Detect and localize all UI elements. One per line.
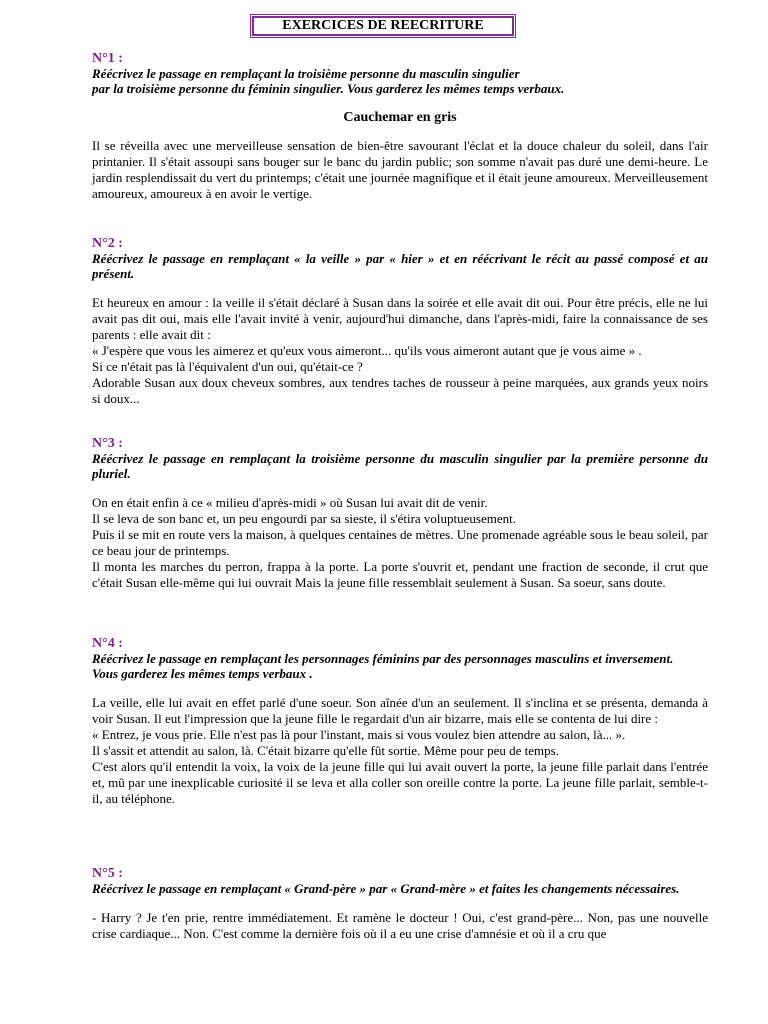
exercise-3 [92,436,708,591]
exercise-instruction: Réécrivez le passage en remplaçant « Grand-père » par « Grand-mère » et faites les changements nécessaires. [92,881,680,896]
paragraph: « J'espère que vous les aimerez et qu'eux vous aimeront... qu'ils vous aimeront autant que je vous aime » . [92,343,642,358]
passage [92,910,708,942]
paragraph: Il monta les marches du perron, frappa à la porte. La porte s'ouvrit et, pendant une fraction de seconde, il crut que c'était Susan elle-même qui lui ouvrait Mais la jeune fille ressemblait seulement à Susan. Sa soeur, sans doute. [92,559,708,590]
exercise-number: N°1 : [92,51,123,66]
paragraph: Il se réveilla avec une merveilleuse sensation de bien-être savourant l'éclat et la douce chaleur du soleil, dans l'air printanier. Il s'était assoupi sans bouger sur le banc du jardin public; son somme n'avait pas duré une demi-heure. Le jardin resplendissait du vert du printemps; c'était une journée magnifique et il était jeune amoureux. Merveilleusement amoureux, amoureux à en avoir le vertige. [92,138,708,201]
paragraph: - Harry ? Je t'en prie, rentre immédiatement. Et ramène le docteur ! Oui, c'est grand-père... Non, pas une nouvelle crise cardiaque... Non. C'est comme la dernière fois où il a eu une crise d'amnésie et où il a cru que [92,910,708,941]
exercise-instruction: Réécrivez le passage en remplaçant les personnages féminins par des personnages masculins et inversement. [92,651,674,666]
paragraph: Il s'assit et attendit au salon, là. C'était bizarre qu'elle fût sortie. Même pour peu de temps. [92,743,559,758]
paragraph: Adorable Susan aux doux cheveux sombres, aux tendres taches de rousseur à peine marquées, aux grands yeux noirs si doux... [92,375,708,406]
paragraph: C'est alors qu'il entendit la voix, la voix de la jeune fille qui lui avait ouvert la porte, la jeune fille parlait dans l'entrée et, mû par une inexplicable curiosité il se leva et alla coller son oreille contre la porte. La jeune fille parlait, semble-t-il, au téléphone. [92,759,708,806]
passage [92,138,708,202]
paragraph: Il se leva de son banc et, un peu engourdi par sa sieste, il s'étira voluptueusement. [92,511,516,526]
story-title: Cauchemar en gris [343,110,457,125]
exercise-instruction: par la troisième personne du féminin singulier. Vous garderez les mêmes temps verbaux. [92,81,565,96]
exercise-instruction: Réécrivez le passage en remplaçant la troisième personne du masculin singulier par la première personne du pluriel. [92,451,708,481]
exercise-2 [92,236,708,407]
exercise-instruction: Réécrivez le passage en remplaçant la troisième personne du masculin singulier [92,66,520,81]
page-title: EXERCICES DE REECRITURE [252,16,514,36]
exercise-4 [92,636,708,807]
passage [92,295,708,407]
exercise-number: N°2 : [92,236,123,251]
passage [92,495,708,591]
paragraph: On en était enfin à ce « milieu d'après-midi » où Susan lui avait dit de venir. [92,495,488,510]
paragraph: Et heureux en amour : la veille il s'était déclaré à Susan dans la soirée et elle avait dit oui. Pour être précis, elle ne lui avait pas dit oui, mais elle l'avait invité à venir, aujourd'hui dimanche, dans l'après-midi, faire la connaissance de ses parents : elle avait dit : [92,295,708,342]
paragraph: Si ce n'était pas là l'équivalent d'un oui, qu'était-ce ? [92,359,363,374]
exercise-1 [92,51,708,202]
exercise-number: N°3 : [92,436,123,451]
exercise-instruction: Vous garderez les mêmes temps verbaux . [92,666,313,681]
paragraph: La veille, elle lui avait en effet parlé d'une soeur. Son aînée d'un an seulement. Il s'inclina et se présenta, demanda à voir Susan. Il eut l'impression que la jeune fille le regardait d'un air bizarre, mais elle se contenta de lui dire : [92,695,708,726]
exercise-instruction: Réécrivez le passage en remplaçant « la veille » par « hier » et en réécrivant le récit au passé composé et au présent. [92,251,708,281]
exercise-number: N°4 : [92,636,123,651]
paragraph: « Entrez, je vous prie. Elle n'est pas là pour l'instant, mais si vous voulez bien attendre au salon, là... ». [92,727,626,742]
paragraph: Puis il se mit en route vers la maison, à quelques centaines de mètres. Une promenade agréable sous le beau soleil, par ce beau jour de printemps. [92,527,708,558]
exercise-number: N°5 : [92,866,123,881]
exercise-5 [92,866,708,942]
passage [92,695,708,807]
